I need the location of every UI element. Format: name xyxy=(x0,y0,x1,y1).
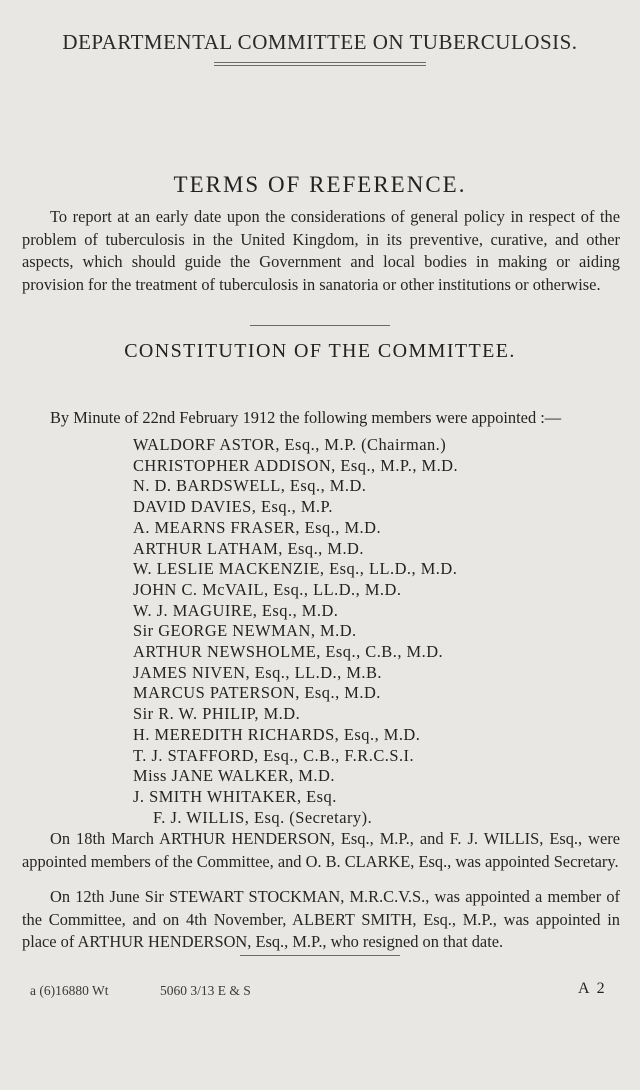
print-run: 5060 3/13 E & S xyxy=(160,983,251,998)
member-item: ARTHUR NEWSHOLME, Esq., C.B., M.D. xyxy=(133,642,444,662)
appointment-paragraph: On 12th June Sir STEWART STOCKMAN, M.R.C.V.S., was appointed a member of the Committee, and on 4th November, ALBERT SMITH, Esq., M.P., was appointed in place of ARTHUR HENDERSON, Esq., M.P., who resigned on that date. xyxy=(22,887,620,952)
section-divider xyxy=(250,325,390,326)
secretary-item: F. J. WILLIS, Esq. (Secretary). xyxy=(153,807,373,827)
running-head: DEPARTMENTAL COMMITTEE ON TUBERCULOSIS. xyxy=(62,30,578,54)
member-item: W. J. MAGUIRE, Esq., M.D. xyxy=(133,600,339,620)
print-reference: a (6)16880 Wt xyxy=(30,983,109,998)
terms-heading: TERMS OF REFERENCE. xyxy=(173,172,467,197)
constitution-intro: By Minute of 22nd February 1912 the following members were appointed :— xyxy=(50,408,562,427)
header-double-rule xyxy=(214,62,426,66)
member-list xyxy=(133,435,458,828)
member-item: Sir GEORGE NEWMAN, M.D. xyxy=(133,621,357,641)
member-item: CHRISTOPHER ADDISON, Esq., M.P., M.D. xyxy=(133,455,459,475)
member-item: T. J. STAFFORD, Esq., C.B., F.R.C.S.I. xyxy=(133,745,415,765)
member-item: DAVID DAVIES, Esq., M.P. xyxy=(133,497,333,517)
member-item: W. LESLIE MACKENZIE, Esq., LL.D., M.D. xyxy=(133,559,458,579)
member-item: A. MEARNS FRASER, Esq., M.D. xyxy=(133,517,382,537)
member-item: N. D. BARDSWELL, Esq., M.D. xyxy=(133,476,367,496)
member-item: Sir R. W. PHILIP, M.D. xyxy=(133,704,301,724)
member-item: MARCUS PATERSON, Esq., M.D. xyxy=(133,683,381,703)
constitution-heading: CONSTITUTION OF THE COMMITTEE. xyxy=(124,340,516,362)
member-item: ARTHUR LATHAM, Esq., M.D. xyxy=(133,538,364,558)
member-item: JAMES NIVEN, Esq., LL.D., M.B. xyxy=(133,662,383,682)
member-item: Miss JANE WALKER, M.D. xyxy=(133,766,335,786)
member-item: J. SMITH WHITAKER, Esq. xyxy=(133,786,337,806)
member-item: JOHN C. McVAIL, Esq., LL.D., M.D. xyxy=(133,579,402,599)
member-item: H. MEREDITH RICHARDS, Esq., M.D. xyxy=(133,724,421,744)
terms-text: To report at an early date upon the considerations of general policy in respect of the problem of tuberculosis in the United Kingdom, in its preventive, curative, and other aspects, which should guide the Government and local bodies in making or aiding provision for the treatment of tuberculosis in sanatoria or other institutions or otherwise. xyxy=(22,207,620,294)
member-item: WALDORF ASTOR, Esq., M.P. (Chairman.) xyxy=(133,435,447,454)
appointment-paragraph: On 18th March ARTHUR HENDERSON, Esq., M.P., and F. J. WILLIS, Esq., were appointed members of the Committee, and O. B. CLARKE, Esq., was appointed Secretary. xyxy=(22,829,620,871)
footer-rule xyxy=(240,955,400,956)
signature-mark: A 2 xyxy=(578,980,607,997)
